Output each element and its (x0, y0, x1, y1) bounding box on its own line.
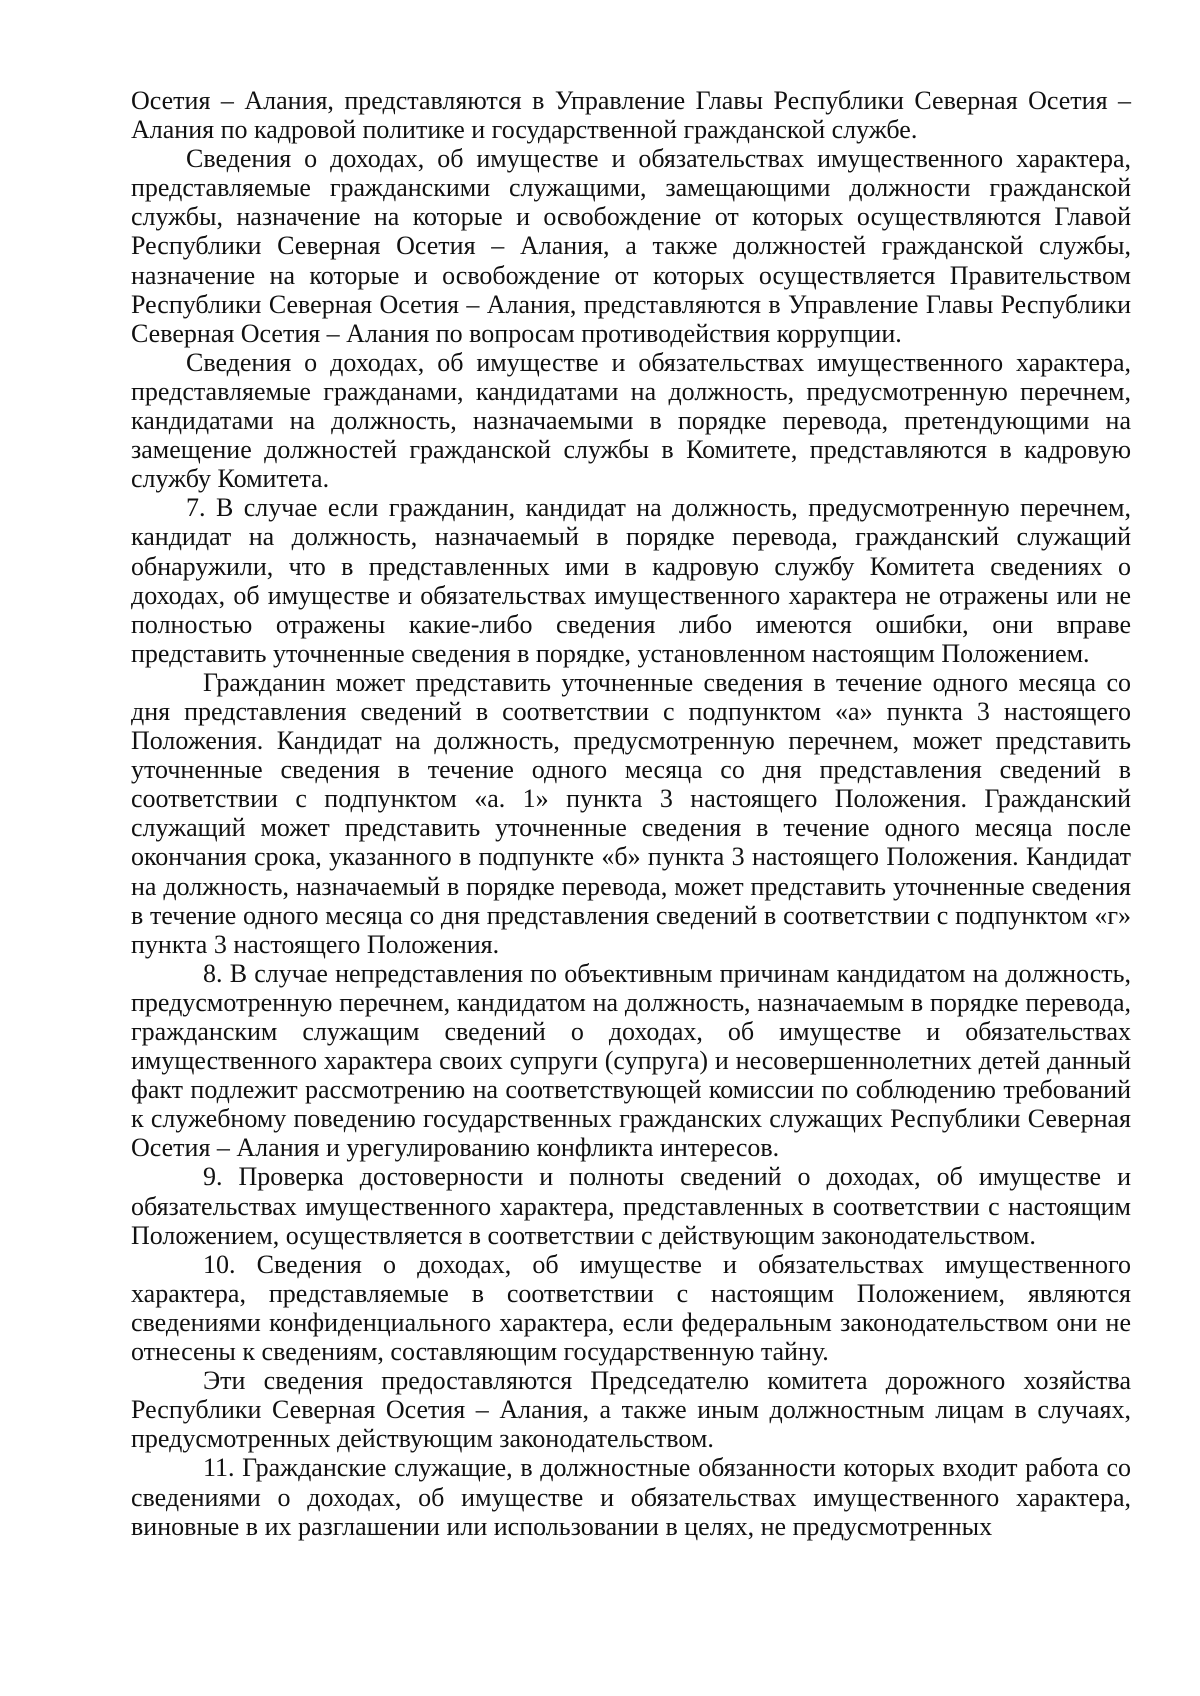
paragraph-item-7: 7. В случае если гражданин, кандидат на должность, предусмотренную перечнем, кандидат на должность, назначаемый в порядке перевода, гражданский служащий обнаружили, что в представленных ими в кадровую службу Комитета сведениях о доходах, об имуществе и обязательствах имущественного характера не отражены или не полностью отражены какие-либо сведения либо имеются ошибки, они вправе представить уточненные сведения в порядке, установленном настоящим Положением. (131, 493, 1131, 668)
paragraph-item-10: 10. Сведения о доходах, об имуществе и обязательствах имущественного характера, представляемые в соответствии с настоящим Положением, являются сведениями конфиденциального характера, если федеральным законодательством они не отнесены к сведениям, составляющим государственную тайну. (131, 1249, 1131, 1367)
paragraph-info-provided: Эти сведения предоставляются Председателю комитета дорожного хозяйства Республики Северная Осетия – Алания, а также иным должностным лицам в случаях, предусмотренных действующим законодательством. (131, 1366, 1131, 1454)
paragraph-continuation: Осетия – Алания, представляются в Управление Главы Республики Северная Осетия – Алания по кадровой политике и государственной гражданской службе. (131, 86, 1131, 145)
paragraph-corrected-info-deadlines: Гражданин может представить уточненные сведения в течение одного месяца со дня представления сведений в соответствии с подпунктом «а» пункта 3 настоящего Положения. Кандидат на должность, предусмотренную перечнем, может представить уточненные сведения в течение одного месяца со дня представления сведений в соответствии с подпунктом «а. 1» пункта 3 настоящего Положения. Гражданский служащий может представить уточненные сведения в течение одного месяца после окончания срока, указанного в подпункте «б» пункта 3 настоящего Положения. Кандидат на должность, назначаемый в порядке перевода, может представить уточненные сведения в течение одного месяца со дня представления сведений в соответствии с подпунктом «г» пункта 3 настоящего Положения. (131, 667, 1131, 959)
paragraph-item-11: 11. Гражданские служащие, в должностные обязанности которых входит работа со сведениями о доходах, об имуществе и обязательствах имущественного характера, виновные в их разглашении или использовании в целях, не предусмотренных (131, 1453, 1131, 1541)
paragraph-item-9: 9. Проверка достоверности и полноты сведений о доходах, об имуществе и обязательствах имущественного характера, представленных в соответствии с настоящим Положением, осуществляется в соответствии с действующим законодательством. (131, 1162, 1131, 1250)
paragraph-candidates-committee: Сведения о доходах, об имуществе и обязательствах имущественного характера, представляемые гражданами, кандидатами на должность, предусмотренную перечнем, кандидатами на должность, назначаемыми в порядке перевода, претендующими на замещение должностей гражданской службы в Комитете, представляются в кадровую службу Комитета. (131, 347, 1131, 494)
paragraph-civil-servants-anticorruption: Сведения о доходах, об имуществе и обязательствах имущественного характера, представляемые гражданскими служащими, замещающими должности гражданской службы, назначение на которые и освобождение от которых осуществляются Главой Республики Северная Осетия – Алания, а также должностей гражданской службы, назначение на которые и освобождение от которых осуществляется Правительством Республики Северная Осетия – Алания, представляются в Управление Главы Республики Северная Осетия – Алания по вопросам противодействия коррупции. (131, 144, 1131, 348)
paragraph-item-8: 8. В случае непредставления по объективным причинам кандидатом на должность, предусмотренную перечнем, кандидатом на должность, назначаемым в порядке перевода, гражданским служащим сведений о доходах, об имуществе и обязательствах имущественного характера своих супруги (супруга) и несовершеннолетних детей данный факт подлежит рассмотрению на соответствующей комиссии по соблюдению требований к служебному поведению государственных гражданских служащих Республики Северная Осетия – Алания и урегулированию конфликта интересов. (131, 958, 1131, 1163)
document-page (131, 86, 1131, 1541)
